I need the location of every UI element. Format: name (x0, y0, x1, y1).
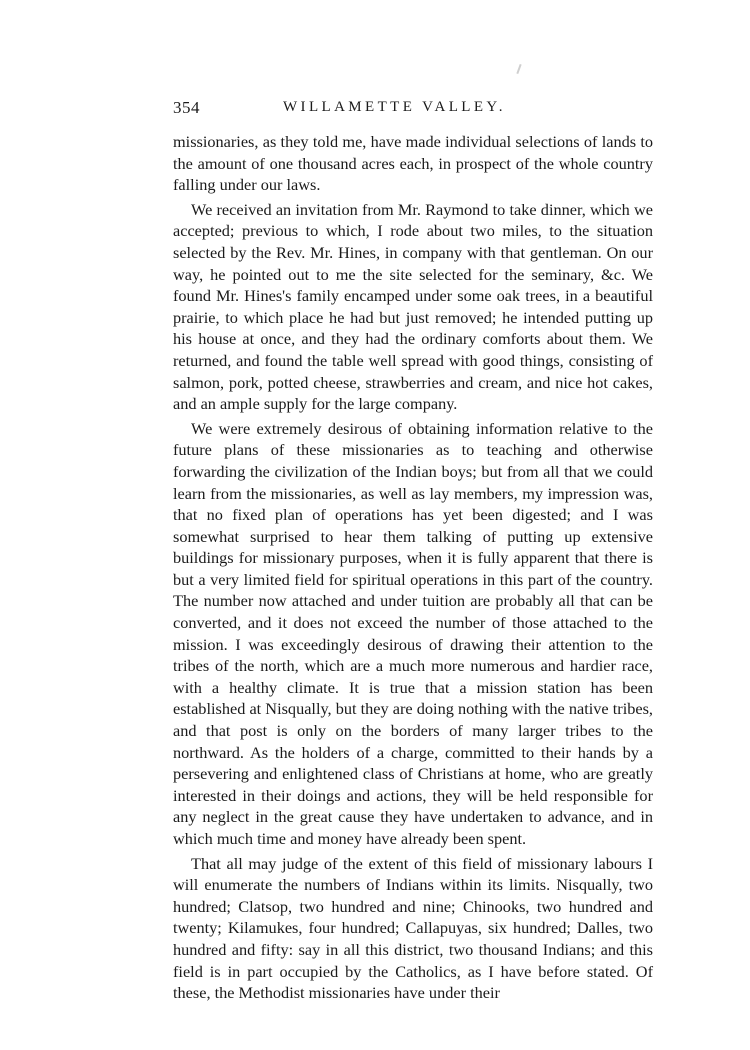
body-text (173, 131, 653, 1004)
paragraph: That all may judge of the extent of this field of missionary labours I will enumerate the numbers of Indians within its limits. Nisqually, two hundred; Clatsop, two hundred and nine; Chinooks, two hundred and twenty; Kilamukes, four hundred; Callapuyas, six hundred; Dalles, two hundred and fifty: say in all this district, two thousand Indians; and this field is in part occupied by the Catholics, as I have before stated. Of these, the Methodist missionaries have under their (173, 853, 653, 1003)
page-number: 354 (173, 98, 200, 117)
running-head: WILLAMETTE VALLEY. (283, 99, 506, 115)
paragraph: We were extremely desirous of obtaining information relative to the future plans of these missionaries as to teaching and otherwise forwarding the civilization of the Indian boys; but from all that we could learn from the missionaries, as well as lay members, my impression was, that no fixed plan of operations has yet been digested; and I was somewhat surprised to hear them talking of putting up extensive buildings for missionary purposes, when it is fully apparent that there is but a very limited field for spiritual operations in this part of the country. The number now attached and under tuition are probably all that can be converted, and it does not exceed the number of those attached to the mission. I was exceedingly desirous of drawing their attention to the tribes of the north, which are a much more numerous and hardier race, with a healthy climate. It is true that a mission station has been established at Nisqually, but they are doing nothing with the native tribes, and that post is only on the borders of many larger tribes to the northward. As the holders of a charge, committed to their hands by a persevering and enlightened class of Christians at home, who are greatly interested in their doings and actions, they will be held responsible for any neglect in the great cause they have undertaken to advance, and in which much time and money have already been spent. (173, 418, 653, 848)
scan-mark (516, 64, 521, 74)
paragraph: missionaries, as they told me, have made individual selections of lands to the amount of one thousand acres each, in prospect of the whole country falling under our laws. (173, 132, 653, 195)
paragraph: We received an invitation from Mr. Raymond to take dinner, which we accepted; previous to which, I rode about two miles, to the situation selected by the Rev. Mr. Hines, in company with that gentleman. On our way, he pointed out to me the site selected for the seminary, &c. We found Mr. Hines's family encamped under some oak trees, in a beautiful prairie, to which place he had but just removed; he intended putting up his house at once, and they had the ordinary comforts about them. We returned, and found the table well spread with good things, consisting of salmon, pork, potted cheese, strawberries and cream, and nice hot cakes, and an ample supply for the large company. (173, 199, 653, 414)
page-header (173, 98, 653, 124)
